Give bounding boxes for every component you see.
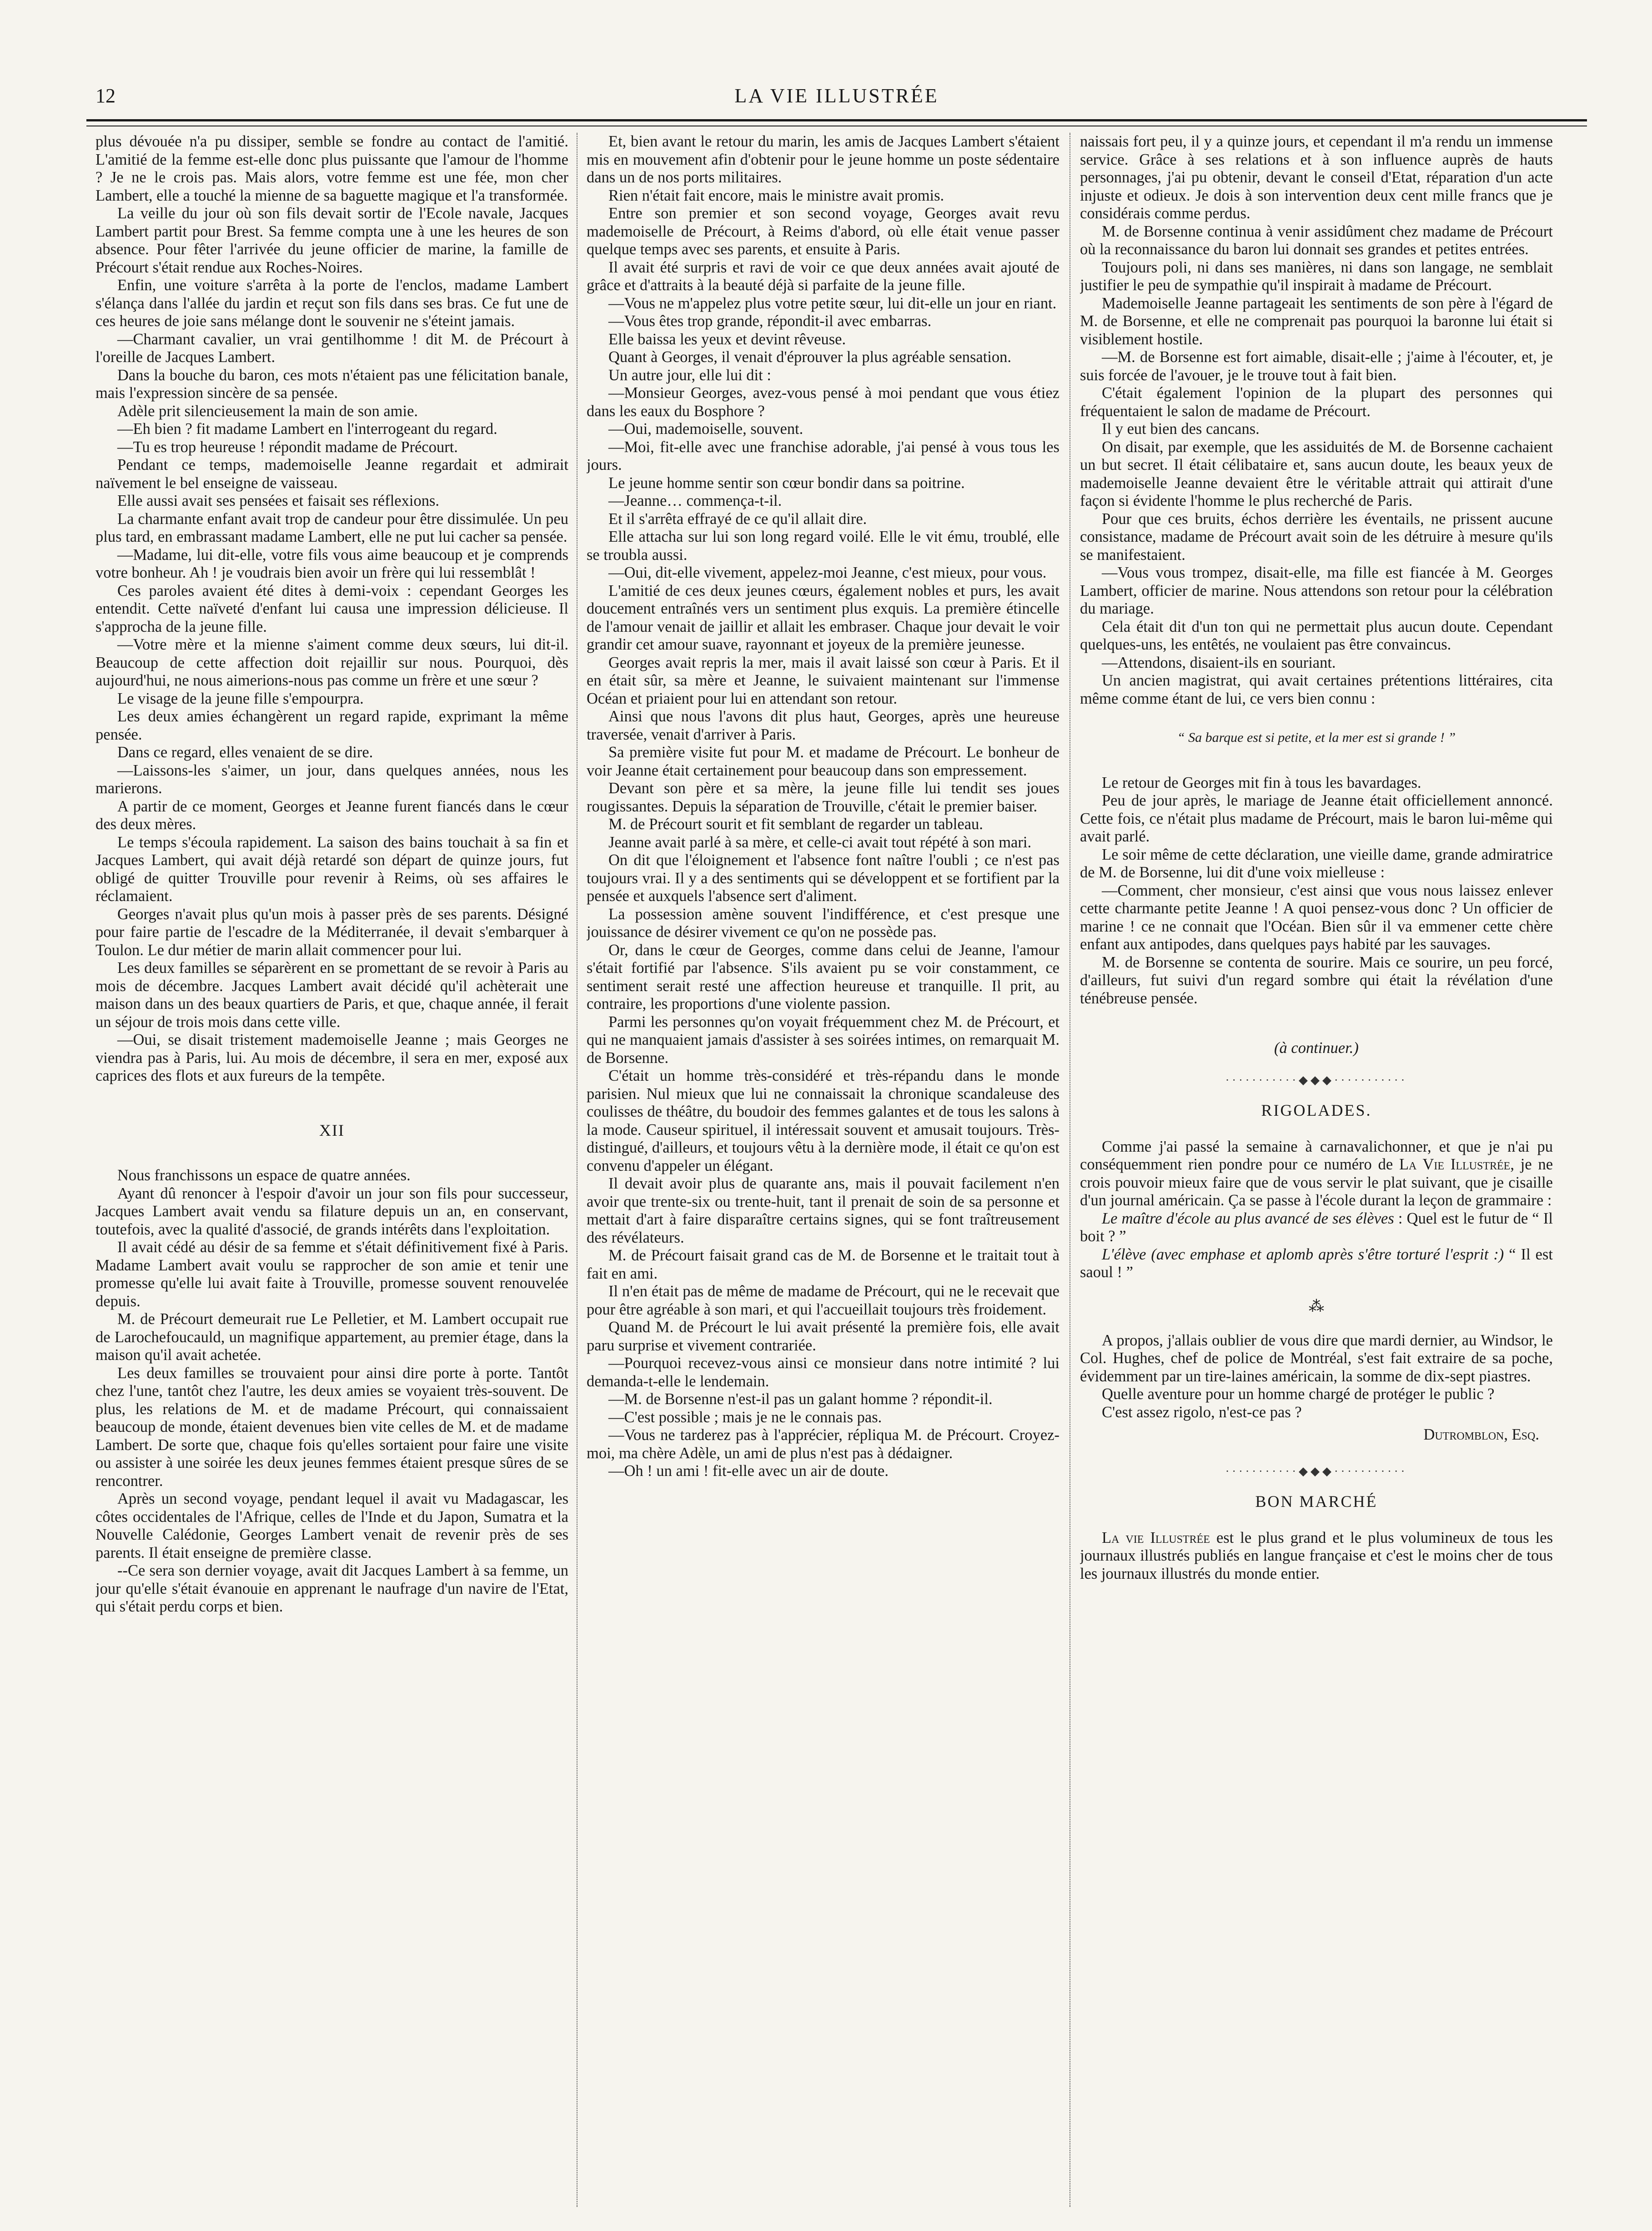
paragraph: Mademoiselle Jeanne partageait les sentiments de son père à l'égard de M. de Borsenne, et elle ne comprenait pas pourquoi la baronne lui était si visiblement hostile. xyxy=(1080,294,1553,348)
page-header xyxy=(86,84,1587,116)
paragraph: Il avait été surpris et ravi de voir ce que deux années avait ajouté de grâce et d'attraits à la beauté déjà si parfaite de la jeune fille. xyxy=(587,258,1059,294)
column-1 xyxy=(95,133,568,2207)
paragraph: Adèle prit silencieusement la main de son amie. xyxy=(117,402,418,420)
paragraph: Quant à Georges, il venait d'éprouver la plus agréable sensation. xyxy=(608,348,1011,366)
paragraph: Le jeune homme sentir son cœur bondir dans sa poitrine. xyxy=(608,474,965,492)
paragraph: Les deux amies échangèrent un regard rapide, exprimant la même pensée. xyxy=(95,708,568,743)
paragraph: Quand M. de Précourt le lui avait présenté la première fois, elle avait paru surprise et vivement contrariée. xyxy=(587,1319,1059,1354)
paragraph: Georges avait repris la mer, mais il avait laissé son cœur à Paris. Et il en était sûr, sa mère et Jeanne, le suivaient maintenant sur l'immense Océan et priaient pour lui en attendant son retour. xyxy=(587,654,1059,707)
paragraph: A partir de ce moment, Georges et Jeanne furent fiancés dans le cœur des deux mères. xyxy=(95,797,568,833)
paragraph: On dit que l'éloignement et l'absence font naître l'oubli ; ce n'est pas toujours vrai. Il y a des sentiments qui se développent et se fortifient par la pensée et auxquels l'absence sert d'aliment. xyxy=(587,851,1059,905)
paragraph: Et, bien avant le retour du marin, les amis de Jacques Lambert s'étaient mis en mouvement afin d'obtenir pour le jeune homme un poste sédentaire dans un de nos ports militaires. xyxy=(587,133,1059,186)
paragraph: Ayant dû renoncer à l'espoir d'avoir un jour son fils pour successeur, Jacques Lambert avait vendu sa filature depuis un an, en conservant, toutefois, avec la qualité d'associé, de grands intérêts dans l'exploitation. xyxy=(95,1184,568,1238)
paragraph: Elle aussi avait ses pensées et faisait ses réflexions. xyxy=(117,492,439,509)
journal-title: LA VIE ILLUSTRÉE xyxy=(734,85,939,107)
paragraph: —M. de Borsenne est fort aimable, disait-elle ; j'aime à l'écouter, et, je suis forcée de l'avouer, je le trouve tout à fait bien. xyxy=(1080,348,1553,384)
chapter-heading: XII xyxy=(319,1121,345,1139)
paragraph: Nous franchissons un espace de quatre années. xyxy=(117,1167,411,1184)
paragraph: M. de Précourt demeurait rue Le Pelletier, et M. Lambert occupait rue de Larochefoucauld, un magnifique appartement, au premier étage, dans la maison qu'il avait achetée. xyxy=(95,1310,568,1364)
paragraph: --Ce sera son dernier voyage, avait dit Jacques Lambert à sa femme, un jour qu'elle s'était évanouie en apprenant le naufrage d'un navire de l'Etat, qui s'était perdu corps et bien. xyxy=(95,1562,568,1615)
rigolades-title: RIGOLADES. xyxy=(1261,1101,1372,1119)
paragraph: M. de Borsenne se contenta de sourire. Mais ce sourire, un peu forcé, d'ailleurs, fut suivi d'un regard sombre qui était la révélation d'une ténébreuse pensée. xyxy=(1080,953,1553,1007)
paragraph: L'amitié de ces deux jeunes cœurs, également nobles et purs, les avait doucement entraînés vers un sentiment plus exquis. La première étincelle de l'amour venait de jaillir et allait les embraser. Chaque jour devait le voir grandir cet amour suave, rayonnant et joyeux de la première jeunesse. xyxy=(587,582,1059,653)
paragraph: Entre son premier et son second voyage, Georges avait revu mademoiselle de Précourt, à Reims d'abord, où elle était venue passer quelque temps avec ses parents, et ensuite à Paris. xyxy=(587,205,1059,258)
column-3 xyxy=(1080,133,1553,2207)
paragraph: —Comment, cher monsieur, c'est ainsi que vous nous laissez enlever cette charmante petite Jeanne ! A quoi pensez-vous donc ? Un officier de marine ! ce ne connait que l'Océan. Bien sûr il va emmener cette chère enfant aux antipodes, dans quelques pays habité par les sauvages. xyxy=(1080,881,1553,953)
paragraph: Il y eut bien des cancans. xyxy=(1102,420,1260,438)
paragraph: M. de Précourt sourit et fit semblant de regarder un tableau. xyxy=(608,816,983,833)
paragraph: Pendant ce temps, mademoiselle Jeanne regardait et admirait naïvement le bel enseigne de vaisseau. xyxy=(95,456,568,492)
paragraph: M. de Borsenne continua à venir assidûment chez madame de Précourt où la reconnaissance du baron lui donnait ses grandes et petites entrées. xyxy=(1080,222,1553,258)
paragraph: —Oh ! un ami ! fit-elle avec un air de doute. xyxy=(608,1462,889,1480)
paragraph: —Vous vous trompez, disait-elle, ma fille est fiancée à M. Georges Lambert, officier de marine. Nous attendons son retour pour la célébration du mariage. xyxy=(1080,564,1553,617)
paragraph: Après un second voyage, pendant lequel il avait vu Madagascar, les côtes occidentales de l'Afrique, celles de l'Inde et du Japon, Sumatra et la Nouvelle Calédonie, Georges Lambert venait de revenir près de ses parents. Il était enseigne de première classe. xyxy=(95,1490,568,1561)
paragraph: Il n'en était pas de même de madame de Précourt, qui ne le recevait que pour être agréable à son mari, et qui l'accueillait toujours très froidement. xyxy=(587,1283,1059,1318)
paragraph: Et il s'arrêta effrayé de ce qu'il allait dire. xyxy=(608,510,867,528)
asterism-separator: ⁂ xyxy=(1309,1298,1324,1315)
paragraph: Pour que ces bruits, échos derrière les éventails, ne prissent aucune consistance, madame de Précourt avait soin de les détruire à mesure qu'ils se manifestaient. xyxy=(1080,510,1553,564)
paragraph: Il devait avoir plus de quarante ans, mais il pouvait facilement n'en avoir que trente-six ou trente-huit, tant il prenait de soin de sa personne et mettait d'art à faire disparaître certains signes, qui se font traîtreusement des révélateurs. xyxy=(587,1175,1059,1246)
paragraph: Sa première visite fut pour M. et madame de Précourt. Le bonheur de voir Jeanne était certainement pour beaucoup dans son empressement. xyxy=(587,744,1059,779)
paragraph: La charmante enfant avait trop de candeur pour être dissimulée. Un peu plus tard, en embrassant madame Lambert, elle ne put lui cacher sa pensée. xyxy=(95,510,568,545)
paragraph: C'était un homme très-considéré et très-répandu dans le monde parisien. Nul mieux que lui ne connaissait la chronique scandaleuse des coulisses de théâtre, du boudoir des femmes galantes et de tous les salons à la mode. Causeur spirituel, il intéressait souvent et amusait toujours. Très-distingué, d'ailleurs, et toujours vêtu à la dernière mode, il était ce qu'on est convenu d'appeler un élégant. xyxy=(587,1067,1059,1174)
paragraph: C'est assez rigolo, n'est-ce pas ? xyxy=(1102,1403,1302,1421)
paragraph: On disait, par exemple, que les assiduités de M. de Borsenne cachaient un but secret. Il était célibataire et, sans aucun doute, les beaux yeux de mademoiselle Jeanne devaient être le véritable attrait qui attirait d'une façon si évidente l'homme le plus recherché de Paris. xyxy=(1080,438,1553,509)
paragraph: —Moi, fit-elle avec une franchise adorable, j'ai pensé à vous tous les jours. xyxy=(587,438,1059,473)
paragraph: —Eh bien ? fit madame Lambert en l'interrogeant du regard. xyxy=(117,420,497,438)
paragraph: —Vous ne m'appelez plus votre petite sœur, lui dit-elle un jour en riant. xyxy=(608,294,1057,312)
paragraph: Les deux familles se trouvaient pour ainsi dire porte à porte. Tantôt chez l'une, tantôt chez l'autre, les deux amies se voyaient très-souvent. De plus, les relations de M. et de madame Précourt, qui connaissaient beaucoup de monde, étaient devenues bien vite celles de M. et de madame Lambert. De sorte que, chaque fois qu'elles sortaient pour faire une visite ou assister à une soirée les deux jeunes femmes étaient presque sûres de se rencontrer. xyxy=(95,1364,568,1490)
paragraph: —Monsieur Georges, avez-vous pensé à moi pendant que vous étiez dans les eaux du Bosphore ? xyxy=(587,384,1059,420)
paragraph: La veille du jour où son fils devait sortir de l'Ecole navale, Jacques Lambert partit pour Brest. Sa femme compta une à une les heures de son absence. Pour fêter l'arrivée du jeune officier de marine, la famille de Précourt s'était rendue aux Roches-Noires. xyxy=(95,205,568,276)
paragraph: Le temps s'écoula rapidement. La saison des bains touchait à sa fin et Jacques Lambert, qui avait déjà retardé son départ de quinze jours, fut obligé de quitter Trouville pour revenir à Reims, où ses affaires le réclamaient. xyxy=(95,833,568,905)
paragraph: Toujours poli, ni dans ses manières, ni dans son langage, ne semblait justifier le peu de sympathie qu'il inspirait à madame de Précourt. xyxy=(1080,258,1553,294)
paragraph: Le soir même de cette déclaration, une vieille dame, grande admiratrice de M. de Borsenne, lui dit d'une voix mielleuse : xyxy=(1080,846,1553,881)
bon-marche-title: BON MARCHÉ xyxy=(1255,1492,1378,1511)
header-rule-thick xyxy=(86,119,1587,121)
author-signature: Dutromblon, Esq. xyxy=(1423,1426,1539,1443)
paragraph: Enfin, une voiture s'arrêta à la porte de l'enclos, madame Lambert s'élança dans l'allée du jardin et reçut son fils dans ses bras. Ce fut une de ces heures de joie sans mélange dont le souvenir ne s'éteint jamais. xyxy=(95,277,568,330)
paragraph: Elle attacha sur lui son long regard voilé. Elle le vit ému, troublé, elle se troubla aussi. xyxy=(587,528,1059,564)
paragraph: Elle baissa les yeux et devint rêveuse. xyxy=(608,330,846,348)
paragraph: Dans la bouche du baron, ces mots n'étaient pas une félicitation banale, mais l'expression sincère de sa pensée. xyxy=(95,366,568,402)
paragraph: Jeanne avait parlé à sa mère, et celle-ci avait tout répété à son mari. xyxy=(608,833,1032,851)
divider-ornament: ···········◆◆◆··········· xyxy=(1225,1464,1408,1478)
paragraph: —Tu es trop heureuse ! répondit madame de Précourt. xyxy=(117,438,458,456)
journal-name-inline: La Vie Illustrée xyxy=(1399,1156,1511,1173)
column-separator xyxy=(1070,133,1071,2207)
paragraph: Georges n'avait plus qu'un mois à passer près de ses parents. Désigné pour faire partie de l'escadre de la Méditerranée, il devait s'embarquer à Toulon. Le dur métier de marin allait commencer pour lui. xyxy=(95,905,568,959)
paragraph: —Charmant cavalier, un vrai gentilhomme ! dit M. de Précourt à l'oreille de Jacques Lambert. xyxy=(95,330,568,366)
paragraph: plus dévouée n'a pu dissiper, semble se fondre au contact de l'amitié. L'amitié de la femme est-elle donc plus puissante que l'amour de l'homme ? Je ne le crois pas. Mais alors, votre femme est une fée, mon cher Lambert, elle a touché la mienne de sa baguette magique et l'a transformée. xyxy=(95,133,568,204)
paragraph: Un autre jour, elle lui dit : xyxy=(608,366,771,384)
paragraph: Quelle aventure pour un homme chargé de protéger le public ? xyxy=(1102,1385,1495,1403)
paragraph: —Pourquoi recevez-vous ainsi ce monsieur dans notre intimité ? lui demanda-t-elle le lendemain. xyxy=(587,1355,1059,1390)
journal-name-inline: La vie Illustrée xyxy=(1102,1529,1210,1546)
paragraph: Peu de jour après, le mariage de Jeanne était officiellement annoncé. Cette fois, ce n'était plus madame de Précourt, mais le baron lui-même qui avait parlé. xyxy=(1080,792,1553,845)
paragraph: Devant son père et sa mère, la jeune fille lui tendit ses joues rougissantes. Depuis la séparation de Trouville, c'était le premier baiser. xyxy=(587,780,1059,815)
paragraph: Le retour de Georges mit fin à tous les bavardages. xyxy=(1102,774,1421,791)
verse-quote: “ Sa barque est si petite, et la mer est si grande ! ” xyxy=(1177,730,1456,745)
paragraph: La vie Illustrée est le plus grand et le plus volumineux de tous les journaux illustrés publiés en langue française et c'est le moins cher de tous les journaux illustrés du monde entier. xyxy=(1080,1529,1553,1582)
paragraph: —Vous êtes trop grande, répondit-il avec embarras. xyxy=(608,312,932,330)
paragraph: —Vous ne tarderez pas à l'apprécier, répliqua M. de Précourt. Croyez-moi, ma chère Adèle, un ami de plus n'est pas à dédaigner. xyxy=(587,1426,1059,1462)
paragraph: Le maître d'école au plus avancé de ses élèves : Quel est le futur de “ Il boit ? ” xyxy=(1080,1209,1553,1245)
divider-ornament: ···········◆◆◆··········· xyxy=(1225,1073,1408,1087)
paragraph: —Jeanne… commença-t-il. xyxy=(608,492,782,509)
paragraph: Le visage de la jeune fille s'empourpra. xyxy=(117,690,364,707)
paragraph: Parmi les personnes qu'on voyait fréquemment chez M. de Précourt, et qui ne manquaient jamais d'assister à ses soirées intimes, on remarquait M. de Borsenne. xyxy=(587,1013,1059,1067)
paragraph: L'élève (avec emphase et aplomb après s'être torturé l'esprit :) “ Il est saoul ! ” xyxy=(1080,1245,1553,1281)
paragraph: Ainsi que nous l'avons dit plus haut, Georges, après une heureuse traversée, venait d'arriver à Paris. xyxy=(587,708,1059,743)
paragraph: M. de Précourt faisait grand cas de M. de Borsenne et le traitait tout à fait en ami. xyxy=(587,1247,1059,1282)
paragraph: —Madame, lui dit-elle, votre fils vous aime beaucoup et je comprends votre bonheur. Ah ! je voudrais bien avoir un frère qui lui ressemblât ! xyxy=(95,546,568,581)
paragraph: Or, dans le cœur de Georges, comme dans celui de Jeanne, l'amour s'était fortifié par l'absence. S'ils avaient pu se voir constamment, ce sentiment serait resté une affection heureuse et tranquille. Il prit, au contraire, les proportions d'une violente passion. xyxy=(587,941,1059,1012)
paragraph: Cela était dit d'un ton qui ne permettait plus aucun doute. Cependant quelques-uns, les entêtés, ne voulaient pas être convaincus. xyxy=(1080,618,1553,653)
paragraph: —Votre mère et la mienne s'aiment comme deux sœurs, lui dit-il. Beaucoup de cette affection doit rejaillir sur nous. Pourquoi, dès aujourd'hui, ne nous aimerions-nous pas comme un frère et une sœur ? xyxy=(95,636,568,689)
paragraph: —C'est possible ; mais je ne le connais pas. xyxy=(608,1408,882,1426)
paragraph: Comme j'ai passé la semaine à carnavalichonner, et que je n'ai pu conséquemment rien pondre pour ce numéro de La Vie Illustrée, je ne crois pouvoir mieux faire que de vous servir le plat suivant, que je cisaille d'un journal américain. Ça se passe à l'école durant la leçon de grammaire : xyxy=(1080,1138,1553,1209)
column-separator xyxy=(577,133,578,2207)
paragraph: naissais fort peu, il y a quinze jours, et cependant il m'a rendu un immense service. Grâce à ses relations et à son influence auprès de hauts personnages, j'ai pu obtenir, devant le conseil d'Etat, réparation d'un acte injuste et odieux. Je dois à son intervention deux cent mille francs que je considérais comme perdus. xyxy=(1080,133,1553,222)
paragraph: Dans ce regard, elles venaient de se dire. xyxy=(117,744,373,761)
paragraph: Les deux familles se séparèrent en se promettant de se revoir à Paris au mois de décembre. Jacques Lambert avait décidé qu'il achèterait une maison dans un des beaux quartiers de Paris, et que, chaque année, il ferait un séjour de trois mois dans cette ville. xyxy=(95,959,568,1031)
paragraph: Ces paroles avaient été dites à demi-voix : cependant Georges les entendit. Cette naïveté d'enfant lui causa une impression délicieuse. Il s'approcha de la jeune fille. xyxy=(95,582,568,635)
page-number: 12 xyxy=(95,85,115,107)
paragraph: —Oui, mademoiselle, souvent. xyxy=(608,420,803,438)
paragraph: —Oui, se disait tristement mademoiselle Jeanne ; mais Georges ne viendra pas à Paris, lui. Au mois de décembre, il sera en mer, exposé aux caprices des flots et aux fureurs de la tempête. xyxy=(95,1031,568,1084)
paragraph: C'était également l'opinion de la plupart des personnes qui fréquentaient le salon de madame de Précourt. xyxy=(1080,384,1553,420)
paragraph: —Laissons-les s'aimer, un jour, dans quelques années, nous les marierons. xyxy=(95,761,568,797)
paragraph: Un ancien magistrat, qui avait certaines prétentions littéraires, cita même comme étant de lui, ce vers bien connu : xyxy=(1080,672,1553,707)
paragraph: —Oui, dit-elle vivement, appelez-moi Jeanne, c'est mieux, pour vous. xyxy=(608,564,1047,581)
paragraph: A propos, j'allais oublier de vous dire que mardi dernier, au Windsor, le Col. Hughes, chef de police de Montréal, s'est fait extraire de sa poche, évidemment par un tire-laines américain, la somme de dix-sept piastres. xyxy=(1080,1331,1553,1385)
paragraph: Il avait cédé au désir de sa femme et s'était définitivement fixé à Paris. Madame Lambert avait voulu se rapprocher de son amie et tenir une promesse qu'elle lui avait faite à Trouville, promesse souvent renouvelée depuis. xyxy=(95,1239,568,1310)
paragraph: Rien n'était fait encore, mais le ministre avait promis. xyxy=(608,186,944,204)
paragraph: —Attendons, disaient-ils en souriant. xyxy=(1102,654,1336,671)
paragraph: La possession amène souvent l'indifférence, et c'est presque une jouissance de désirer vivement ce qu'on ne possède pas. xyxy=(587,905,1059,941)
paragraph: —M. de Borsenne n'est-il pas un galant homme ? répondit-il. xyxy=(608,1390,993,1408)
to-be-continued: (à continuer.) xyxy=(1274,1039,1359,1057)
column-2 xyxy=(587,133,1059,2207)
